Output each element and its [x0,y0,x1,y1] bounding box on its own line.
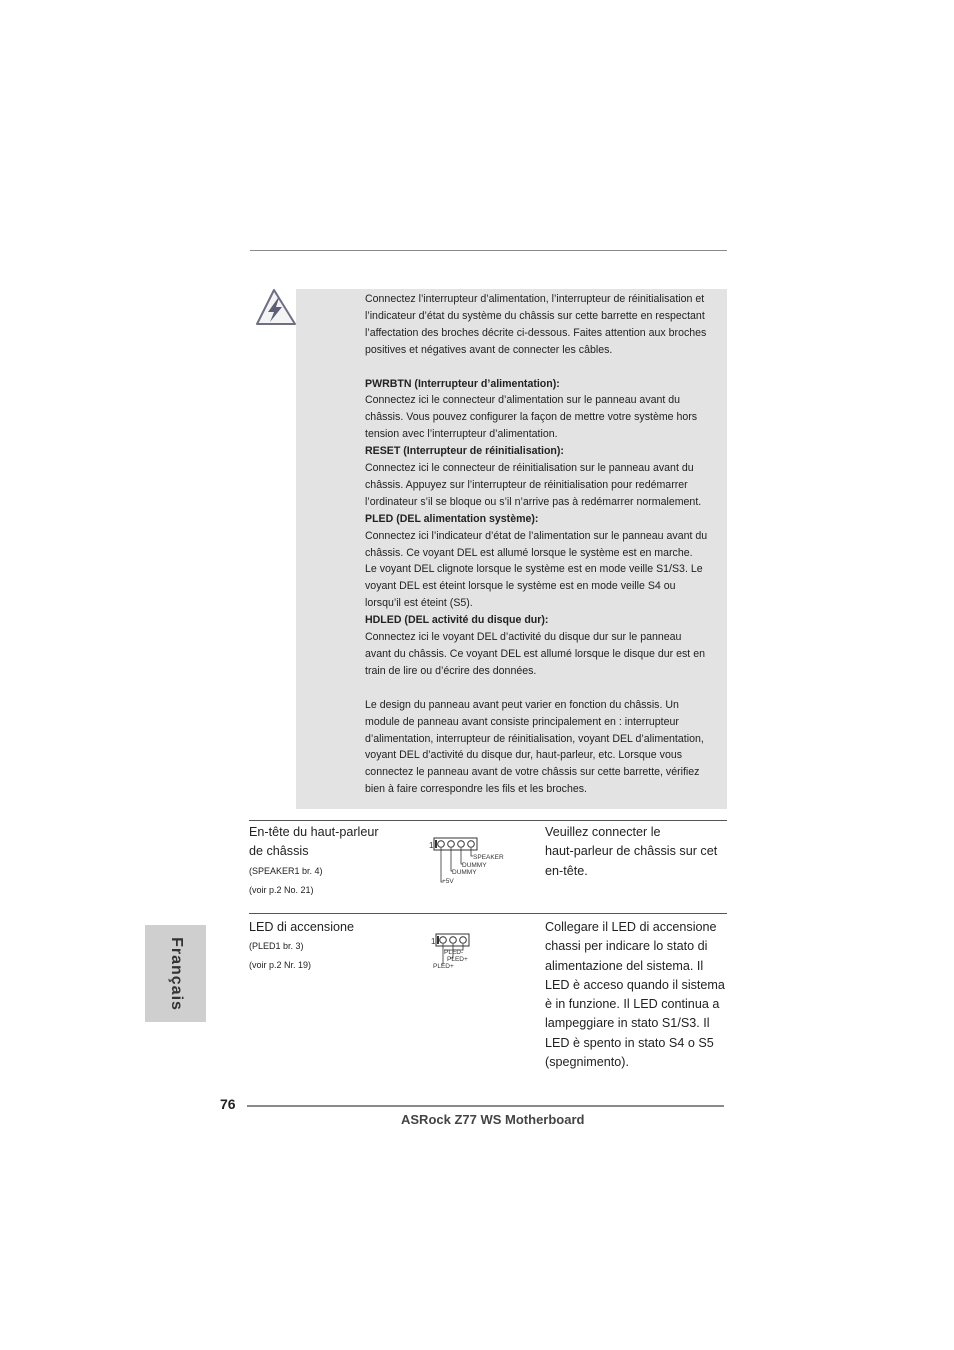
note-line: l’ordinateur s’il se bloque ou s’il n’arrive pas à redémarrer normalement. [365,495,702,508]
pin1-label: 1 [431,937,436,946]
desc-line: (spegnimento). [545,1055,629,1070]
note-line: voyant DEL d’activité du disque dur, haut-parleur, etc. Lorsque vous [365,749,683,762]
note-line: châssis. Ce voyant DEL est allumé lorsque le système est en marche. [365,546,693,559]
note-line: l’affectation des broches décrite ci-dessous. Faites attention aux broches [365,326,707,339]
pin-label-dummy: DUMMY [452,869,477,876]
note-line: Le voyant DEL clignote lorsque le système est en mode veille S1/S3. Le [365,563,703,576]
desc-line: lampeggiare in stato S1/S3. Il [545,1016,710,1031]
speaker-pin-diagram [428,834,508,886]
desc-line: Veuillez connecter le [545,825,661,839]
note-line: châssis. Vous pouvez configurer la façon de mettre votre système hors [365,411,698,424]
pwrbtn-heading: PWRBTN (Interrupteur d’alimentation): [365,377,560,390]
footer-title: ASRock Z77 WS Motherboard [401,1112,585,1127]
note-line: Connectez ici le connecteur de réinitialisation sur le panneau avant du [365,462,694,475]
speaker-description [545,823,730,881]
note-line: tension avec l’interrupteur d’alimentation. [365,428,558,441]
note-line: châssis. Appuyez sur l’interrupteur de réinitialisation pour redémarrer [365,478,688,491]
note-line: d’alimentation, interrupteur de réinitialisation, voyant DEL d’alimentation, [365,732,704,745]
pin-label-dummy: DUMMY [462,862,487,869]
pin-label-pled-plus: PLED+ [433,963,454,970]
pin-label-speaker: SPEAKER [473,854,504,861]
note-line: Connectez l’interrupteur d’alimentation, l’interrupteur de réinitialisation et [365,293,705,305]
note-line: Connectez ici le voyant DEL d’activité du disque dur sur le panneau [365,631,682,644]
desc-line: chassi per indicare lo stato di [545,939,708,954]
note-line: Connectez ici l’indicateur d’état de l’alimentation sur le panneau avant du [365,529,708,542]
pled-ref: (PLED1 br. 3) [249,941,304,952]
note-line: Connectez ici le connecteur d’alimentation sur le panneau avant du [365,394,681,407]
section-rule [249,913,727,914]
note-line: avant du châssis. Ce voyant DEL est allumé lorsque le disque dur est en [365,648,705,661]
pled-title: LED di accensione [249,920,355,934]
note-line: module de panneau avant consiste principalement en : interrupteur [365,715,679,728]
speaker-see: (voir p.2 No. 21) [249,884,314,895]
pin-label-pled-minus: PLED- [444,949,464,956]
speaker-label-block [249,823,419,900]
note-line: bien à faire correspondre les fils et les broches. [365,783,587,796]
pled-see: (voir p.2 Nr. 19) [249,960,312,971]
pled-label-block [249,918,419,975]
speaker-title: En-tête du haut-parleur [249,825,379,839]
desc-line: haut-parleur de châssis sur cet [545,844,718,859]
desc-line: LED è acceso quando il sistema [545,977,725,992]
pin1-label: 1 [429,841,434,850]
speaker-title: de châssis [249,844,309,859]
note-line: connectez le panneau avant de votre châssis sur cette barrette, vérifiez [365,766,700,779]
desc-line: LED è spento in stato S4 o S5 [545,1035,714,1050]
pled-pin-diagram [428,930,498,972]
reset-heading: RESET (Interrupteur de réinitialisation): [365,445,564,458]
note-line: positives et négatives avant de connecter les câbles. [365,343,613,356]
pled-description [545,918,730,1072]
hdled-heading: HDLED (DEL activité du disque dur): [365,614,549,627]
note-line: train de lire ou d’écrire des données. [365,664,537,677]
desc-line: Collegare il LED di accensione [545,920,717,934]
note-line: voyant DEL est éteint lorsque le système est en mode veille S4 ou [365,580,676,593]
note-line: l’indicateur d’état du système du châssis sur cette barrette en respectant [365,309,705,322]
top-rule [250,250,727,251]
warning-icon [254,288,298,328]
note-line: lorsqu’il est éteint (S5). [365,597,473,610]
note-line: Le design du panneau avant peut varier en fonction du châssis. Un [365,698,679,711]
section-rule [249,820,727,821]
pled-heading: PLED (DEL alimentation système): [365,512,539,525]
speaker-ref: (SPEAKER1 br. 4) [249,865,323,876]
pin-label-5v: +5V [442,878,454,885]
page-number: 76 [220,1096,236,1112]
desc-line: alimentazione del sistema. Il [545,958,704,973]
desc-line: è in funzione. Il LED continua a [545,997,720,1012]
note-text [365,291,729,798]
language-label: Français [167,936,185,1011]
pin-label-pled-plus: PLED+ [447,956,468,963]
bottom-rule [247,1105,724,1107]
desc-line: en-tête. [545,863,588,878]
language-side-tab [145,925,206,1022]
